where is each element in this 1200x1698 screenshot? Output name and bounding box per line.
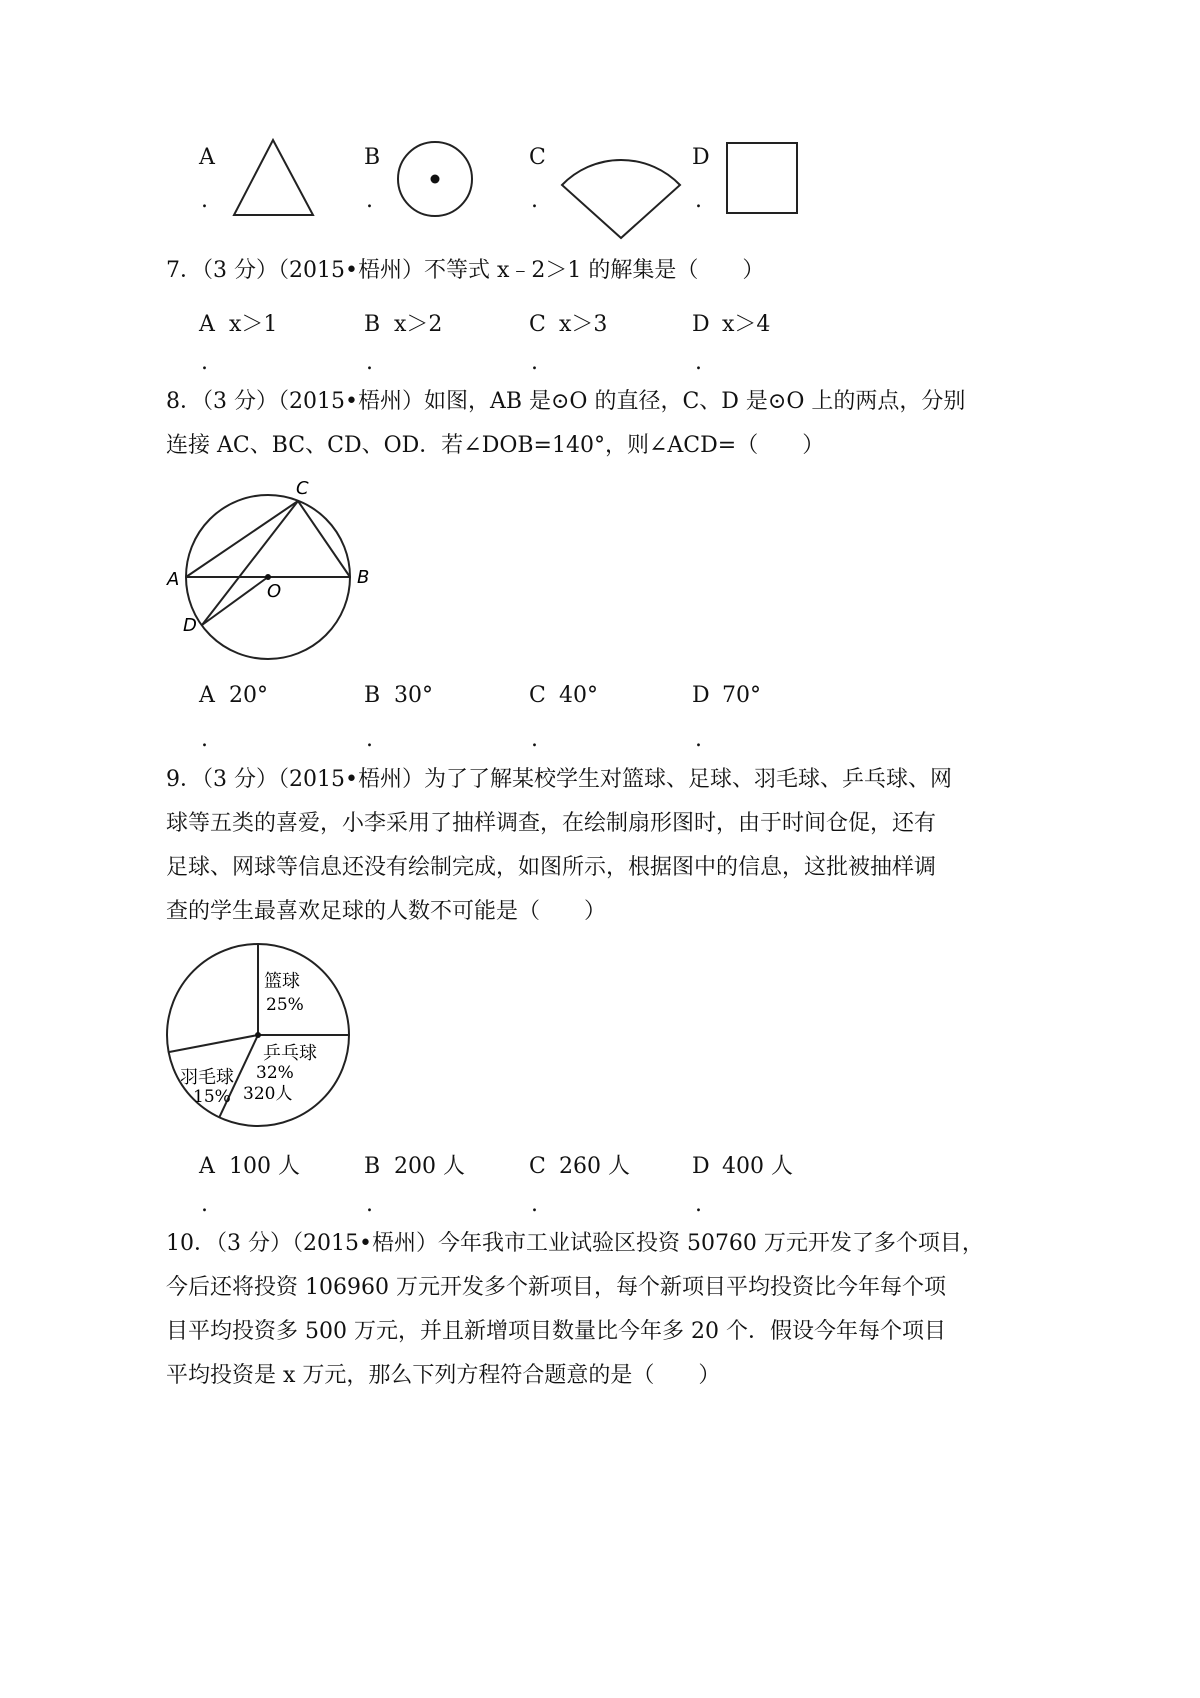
q7-option-a <box>199 307 277 338</box>
option-letter: D <box>692 312 710 337</box>
q9-option-b-dot: . <box>366 1192 373 1217</box>
q7-option-d-dot: . <box>695 350 702 375</box>
q9-pie-chart <box>160 935 360 1135</box>
q6-option-a-dot: . <box>201 188 208 213</box>
q8-option-b <box>364 683 433 708</box>
q8-option-a <box>199 683 268 708</box>
q6-option-b-dot: . <box>366 188 373 213</box>
q7-option-c-dot: . <box>531 350 538 375</box>
label-c: C <box>296 478 309 499</box>
option-letter: B <box>364 312 381 337</box>
option-text: x＞2 <box>394 312 443 337</box>
q8-option-a-dot: . <box>201 727 208 752</box>
q7-option-c <box>529 307 607 338</box>
option-letter: C <box>529 312 546 337</box>
q6-option-c-letter: C <box>529 145 546 170</box>
q8-stem <box>166 380 965 468</box>
q9-option-c <box>529 1149 630 1180</box>
q9-option-d <box>692 1149 793 1180</box>
option-text: 70° <box>722 683 761 708</box>
q7-stem: 7．（3 分）（2015•梧州）不等式 x﹣2＞1 的解集是（ ） <box>166 258 765 283</box>
slice-percent-basketball: 25% <box>266 995 304 1015</box>
option-letter: B <box>364 683 381 708</box>
q9-stem-line-1: 9．（3 分）（2015•梧州）为了了解某校学生对篮球、足球、羽毛球、乒乓球、网 <box>166 767 952 792</box>
option-letter: B <box>364 1154 381 1179</box>
q10-stem-line-4: 平均投资是 x 万元，那么下列方程符合题意的是（ ） <box>166 1363 721 1388</box>
option-letter: A <box>199 683 215 708</box>
option-text: 260 人 <box>559 1154 630 1179</box>
q9-stem-line-4: 查的学生最喜欢足球的人数不可能是（ ） <box>166 899 607 924</box>
q7-option-b-dot: . <box>366 350 373 375</box>
label-b: B <box>357 567 370 588</box>
slice-label-basketball: 篮球 <box>264 971 300 992</box>
q8-option-c-dot: . <box>531 727 538 752</box>
q6-option-a-letter: A <box>199 145 215 170</box>
option-text: 100 人 <box>229 1154 300 1179</box>
q9-option-b <box>364 1149 465 1180</box>
q10-stem-line-2: 今后还将投资 106960 万元开发多个新项目，每个新项目平均投资比今年每个项 <box>166 1275 946 1300</box>
q10-stem <box>166 1222 984 1398</box>
chord-cd <box>202 501 298 625</box>
option-letter: A <box>199 312 215 337</box>
q9-stem <box>166 758 952 934</box>
q7-option-b <box>364 307 442 338</box>
option-text: x＞1 <box>229 312 278 337</box>
label-d: D <box>183 615 197 636</box>
chord-ac <box>186 501 298 577</box>
option-letter: C <box>529 1154 546 1179</box>
q8-stem-line-1: 8．（3 分）（2015•梧州）如图，AB 是⊙O 的直径，C、D 是⊙O 上的两点，分别 <box>166 389 966 414</box>
option-text: 20° <box>229 683 268 708</box>
slice-percent-pingpong: 32% <box>256 1063 294 1083</box>
q9-option-d-dot: . <box>695 1192 702 1217</box>
option-letter: D <box>692 683 710 708</box>
q6-option-d-letter: D <box>692 145 710 170</box>
slice-percent-badminton: 15% <box>193 1087 231 1107</box>
q8-option-b-dot: . <box>366 727 373 752</box>
option-letter: A <box>199 1154 215 1179</box>
q6-option-c-dot: . <box>531 188 538 213</box>
center-point <box>265 574 271 580</box>
slice-label-badminton: 羽毛球 <box>180 1067 234 1088</box>
option-text: x＞3 <box>559 312 608 337</box>
radius-badminton-end <box>169 1035 258 1052</box>
q6-option-b-letter: B <box>364 145 381 170</box>
q8-circle-figure <box>160 475 390 670</box>
slice-label-pingpong: 乒乓球 <box>263 1043 317 1064</box>
triangle-figure <box>230 135 320 220</box>
label-o: O <box>267 581 282 602</box>
sector-figure <box>555 137 690 247</box>
q8-option-c <box>529 683 598 708</box>
circle-with-center-figure <box>393 137 478 222</box>
q9-option-a <box>199 1149 300 1180</box>
q8-option-d-dot: . <box>695 727 702 752</box>
pie-center <box>255 1032 261 1038</box>
option-text: 400 人 <box>722 1154 793 1179</box>
q9-stem-line-2: 球等五类的喜爱，小李采用了抽样调查，在绘制扇形图时，由于时间仓促，还有 <box>166 811 937 836</box>
q10-stem-line-1: 10．（3 分）（2015•梧州）今年我市工业试验区投资 50760 万元开发了多个项目， <box>166 1231 984 1256</box>
q9-option-c-dot: . <box>531 1192 538 1217</box>
square-figure <box>725 141 801 217</box>
radius-od <box>202 577 268 625</box>
option-letter: D <box>692 1154 710 1179</box>
q8-option-d <box>692 683 761 708</box>
q7-option-d <box>692 307 770 338</box>
option-text: 40° <box>559 683 598 708</box>
label-a: A <box>167 569 180 590</box>
q7-option-a-dot: . <box>201 350 208 375</box>
chord-bc <box>298 501 350 577</box>
q9-stem-line-3: 足球、网球等信息还没有绘制完成，如图所示，根据图中的信息，这批被抽样调 <box>166 855 937 880</box>
q10-stem-line-3: 目平均投资多 500 万元，并且新增项目数量比今年多 20 个．假设今年每个项目 <box>166 1319 946 1344</box>
q9-option-a-dot: . <box>201 1192 208 1217</box>
option-letter: C <box>529 683 546 708</box>
option-text: 30° <box>394 683 433 708</box>
option-text: 200 人 <box>394 1154 465 1179</box>
q6-option-d-dot: . <box>695 188 702 213</box>
q8-stem-line-2: 连接 AC、BC、CD、OD．若∠DOB=140°，则∠ACD=（ ） <box>166 433 825 458</box>
option-text: x＞4 <box>722 312 771 337</box>
slice-count-pingpong: 320人 <box>243 1084 293 1104</box>
